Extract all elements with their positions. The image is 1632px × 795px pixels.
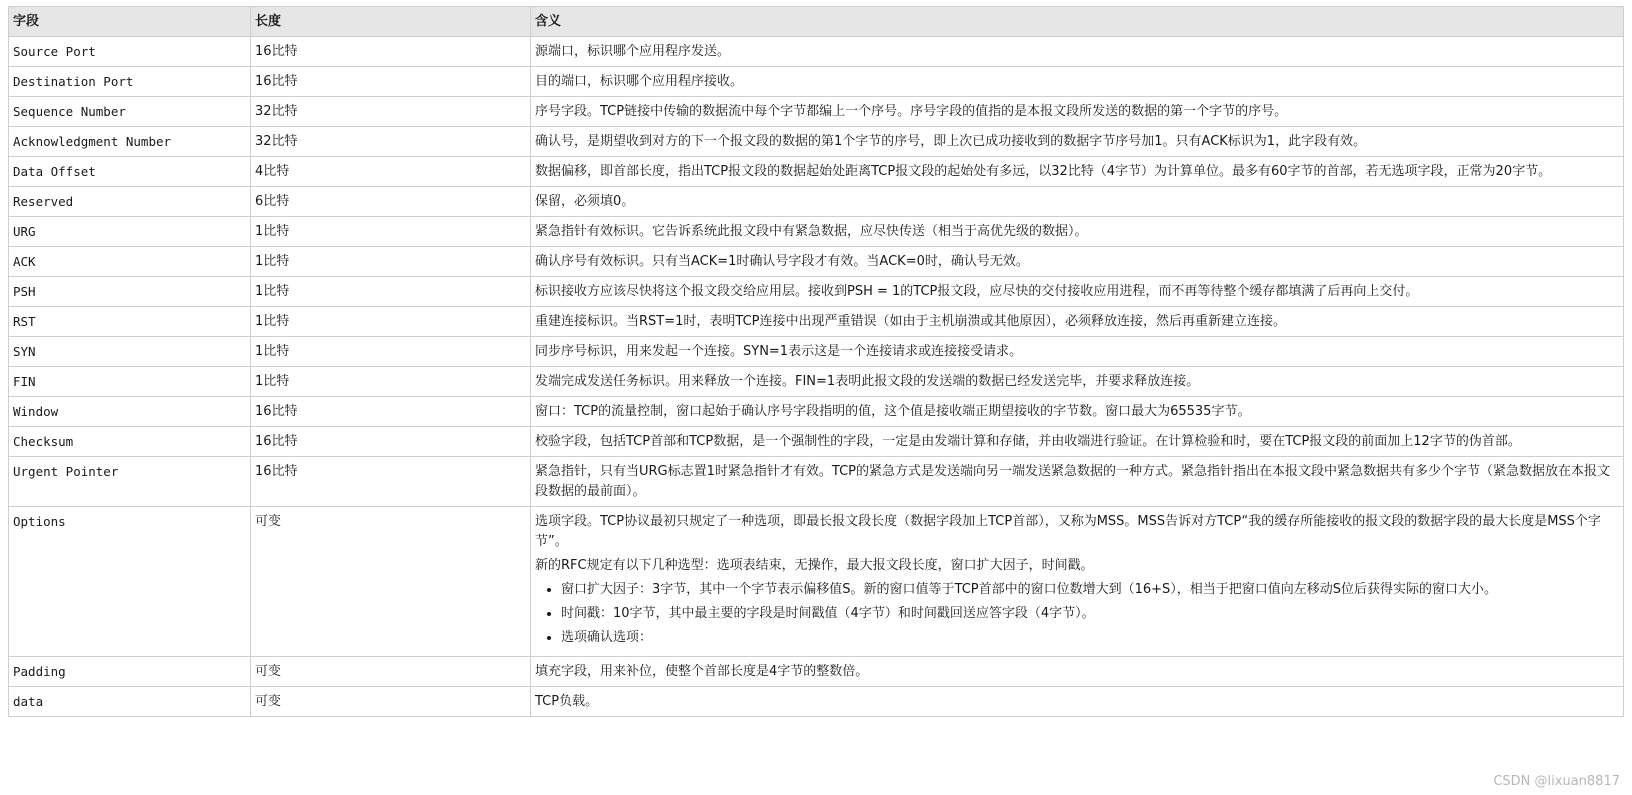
options-bullet-list: [535, 580, 1619, 648]
table-row: [9, 657, 1624, 687]
length-cell: 可变: [251, 657, 531, 687]
field-cell: SYN: [9, 337, 251, 367]
field-cell: Window: [9, 397, 251, 427]
meaning-cell: 目的端口，标识哪个应用程序接收。: [531, 67, 1624, 97]
field-cell: FIN: [9, 367, 251, 397]
table-row: [9, 37, 1624, 67]
length-cell: 1比特: [251, 277, 531, 307]
length-cell: 16比特: [251, 37, 531, 67]
meaning-cell: 序号字段。TCP链接中传输的数据流中每个字节都编上一个序号。序号字段的值指的是本报文段所发送的数据的第一个字节的序号。: [531, 97, 1624, 127]
field-cell: Options: [9, 507, 251, 657]
length-cell: 16比特: [251, 427, 531, 457]
length-cell: 可变: [251, 687, 531, 717]
tcp-header-table: [8, 6, 1624, 717]
field-cell: PSH: [9, 277, 251, 307]
length-cell: 32比特: [251, 97, 531, 127]
field-cell: Data Offset: [9, 157, 251, 187]
length-cell: 1比特: [251, 217, 531, 247]
length-cell: 32比特: [251, 127, 531, 157]
table-row-options: [9, 507, 1624, 657]
length-cell: 4比特: [251, 157, 531, 187]
length-cell: 16比特: [251, 67, 531, 97]
table-row: [9, 307, 1624, 337]
meaning-cell: 校验字段，包括TCP首部和TCP数据，是一个强制性的字段，一定是由发端计算和存储，并由收端进行验证。在计算检验和时，要在TCP报文段的前面加上12字节的伪首部。: [531, 427, 1624, 457]
table-row: [9, 687, 1624, 717]
meaning-cell: 重建连接标识。当RST=1时，表明TCP连接中出现严重错误（如由于主机崩溃或其他原因），必须释放连接，然后再重新建立连接。: [531, 307, 1624, 337]
field-cell: Sequence Number: [9, 97, 251, 127]
header-field: 字段: [9, 7, 251, 37]
length-cell: 1比特: [251, 247, 531, 277]
length-cell: 1比特: [251, 307, 531, 337]
meaning-cell: 同步序号标识，用来发起一个连接。SYN=1表示这是一个连接请求或连接接受请求。: [531, 337, 1624, 367]
length-cell: 16比特: [251, 397, 531, 427]
meaning-cell: 紧急指针，只有当URG标志置1时紧急指针才有效。TCP的紧急方式是发送端向另一端发送紧急数据的一种方式。紧急指针指出在本报文段中紧急数据共有多少个字节（紧急数据放在本报文段数据的最前面）。: [531, 457, 1624, 507]
meaning-cell: 确认号，是期望收到对方的下一个报文段的数据的第1个字节的序号，即上次已成功接收到的数据字节序号加1。只有ACK标识为1，此字段有效。: [531, 127, 1624, 157]
length-cell: 1比特: [251, 367, 531, 397]
meaning-cell: 窗口：TCP的流量控制，窗口起始于确认序号字段指明的值，这个值是接收端正期望接收的字节数。窗口最大为65535字节。: [531, 397, 1624, 427]
field-cell: Urgent Pointer: [9, 457, 251, 507]
list-item: • 窗口扩大因子：3字节，其中一个字节表示偏移值S。新的窗口值等于TCP首部中的窗口位数增大到（16+S），相当于把窗口值向左移动S位后获得实际的窗口大小。: [561, 580, 1619, 600]
field-cell: data: [9, 687, 251, 717]
table-row: [9, 367, 1624, 397]
table-row: [9, 67, 1624, 97]
list-item: • 时间戳：10字节，其中最主要的字段是时间戳值（4字节）和时间戳回送应答字段（4字节）。: [561, 604, 1619, 624]
table-row: [9, 337, 1624, 367]
meaning-cell: 填充字段，用来补位，使整个首部长度是4字节的整数倍。: [531, 657, 1624, 687]
length-cell: 6比特: [251, 187, 531, 217]
options-paragraph-2: 新的RFC规定有以下几种选型：选项表结束，无操作，最大报文段长度，窗口扩大因子，时间戳。: [535, 558, 1094, 573]
table-header-row: [9, 7, 1624, 37]
options-paragraph-1: 选项字段。TCP协议最初只规定了一种选项，即最长报文段长度（数据字段加上TCP首部），又称为MSS。MSS告诉对方TCP“我的缓存所能接收的报文段的数据字段的最大长度是MSS个字节”。: [535, 514, 1601, 549]
field-cell: Acknowledgment Number: [9, 127, 251, 157]
meaning-cell: 保留，必须填0。: [531, 187, 1624, 217]
table-row: [9, 127, 1624, 157]
field-cell: Reserved: [9, 187, 251, 217]
table-row: [9, 457, 1624, 507]
table-row: [9, 247, 1624, 277]
meaning-cell: 数据偏移，即首部长度，指出TCP报文段的数据起始处距离TCP报文段的起始处有多远，以32比特（4字节）为计算单位。最多有60字节的首部，若无选项字段，正常为20字节。: [531, 157, 1624, 187]
meaning-cell: 标识接收方应该尽快将这个报文段交给应用层。接收到PSH = 1的TCP报文段，应尽快的交付接收应用进程，而不再等待整个缓存都填满了后再向上交付。: [531, 277, 1624, 307]
table-row: [9, 397, 1624, 427]
meaning-cell: TCP负载。: [531, 687, 1624, 717]
meaning-cell: 确认序号有效标识。只有当ACK=1时确认号字段才有效。当ACK=0时，确认号无效。: [531, 247, 1624, 277]
length-cell: 16比特: [251, 457, 531, 507]
table-row: [9, 427, 1624, 457]
length-cell: 1比特: [251, 337, 531, 367]
field-cell: Padding: [9, 657, 251, 687]
table-row: [9, 157, 1624, 187]
field-cell: Destination Port: [9, 67, 251, 97]
meaning-cell: [531, 507, 1624, 657]
meaning-cell: 发端完成发送任务标识。用来释放一个连接。FIN=1表明此报文段的发送端的数据已经发送完毕，并要求释放连接。: [531, 367, 1624, 397]
meaning-cell: 紧急指针有效标识。它告诉系统此报文段中有紧急数据，应尽快传送（相当于高优先级的数据）。: [531, 217, 1624, 247]
table-row: [9, 217, 1624, 247]
list-item: • 选项确认选项：: [561, 628, 1619, 648]
field-cell: RST: [9, 307, 251, 337]
field-cell: Checksum: [9, 427, 251, 457]
watermark-text: CSDN @lixuan8817: [1493, 774, 1620, 789]
header-length: 长度: [251, 7, 531, 37]
length-cell: 可变: [251, 507, 531, 657]
field-cell: ACK: [9, 247, 251, 277]
meaning-cell: 源端口，标识哪个应用程序发送。: [531, 37, 1624, 67]
table-row: [9, 277, 1624, 307]
table-row: [9, 97, 1624, 127]
field-cell: URG: [9, 217, 251, 247]
header-meaning: 含义: [531, 7, 1624, 37]
field-cell: Source Port: [9, 37, 251, 67]
table-row: [9, 187, 1624, 217]
